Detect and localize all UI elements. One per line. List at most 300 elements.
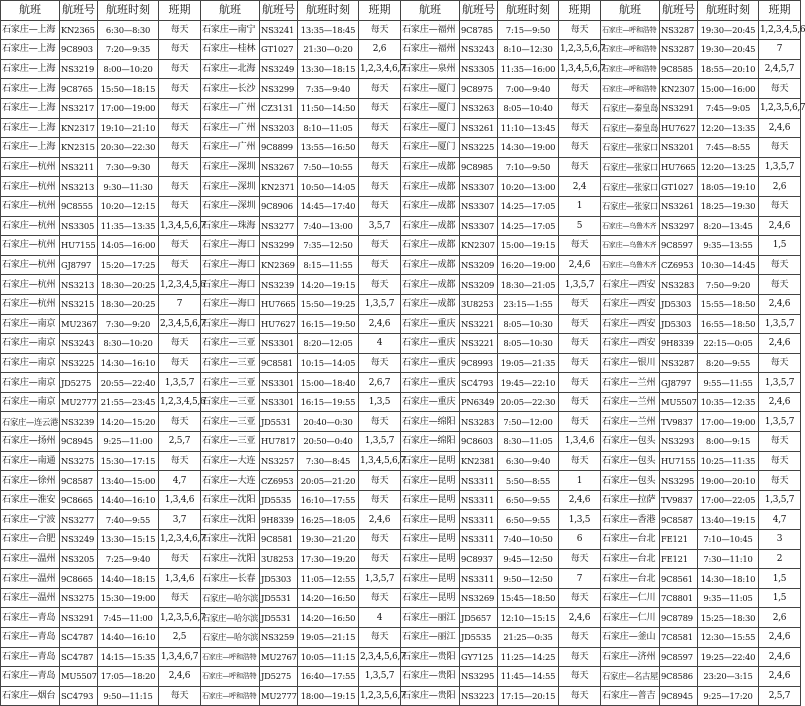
- flight-time-cell: 12:20—13:35: [698, 118, 759, 138]
- table-row: [201, 79, 401, 99]
- schedule-cell: 每天: [159, 98, 201, 118]
- flight-time-cell: 20:55—22:40: [98, 373, 159, 393]
- flight-time-cell: 11:25—14:25: [498, 647, 559, 667]
- route-cell: 石家庄—南宁: [201, 20, 260, 40]
- table-row: [401, 667, 601, 687]
- schedule-cell: 1,2,3,5,6,7: [759, 98, 801, 118]
- table-row: [201, 59, 401, 79]
- flight-time-cell: 14:45—17:40: [298, 196, 359, 216]
- route-cell: 石家庄—厦门: [401, 138, 460, 158]
- schedule-header: 班期: [559, 1, 601, 21]
- schedule-cell: 1,3,4,6: [159, 569, 201, 589]
- schedule-cell: 2,4,6: [559, 608, 601, 628]
- schedule-cell: 2,4,6: [359, 314, 401, 334]
- flight-number-cell: KN2381: [460, 451, 498, 471]
- schedule-cell: 每天: [359, 549, 401, 569]
- table-row: [201, 471, 401, 491]
- flight-time-cell: 8:30—11:05: [498, 432, 559, 452]
- route-cell: 石家庄—拉萨: [601, 490, 660, 510]
- flight-number-cell: HU7155: [60, 236, 98, 256]
- route-cell: 石家庄—成都: [401, 177, 460, 197]
- route-cell: 石家庄—广州: [201, 138, 260, 158]
- schedule-cell: 每天: [759, 255, 801, 275]
- schedule-cell: 每天: [559, 314, 601, 334]
- schedule-cell: 每天: [559, 353, 601, 373]
- flight-number-cell: 7C8801: [660, 588, 698, 608]
- schedule-cell: 2,6: [759, 608, 801, 628]
- flight-time-cell: 17:00—22:05: [698, 490, 759, 510]
- schedule-cell: 2: [759, 549, 801, 569]
- flight-time-cell: 17:00—19:00: [98, 98, 159, 118]
- flight-number-cell: 9H8339: [660, 334, 698, 354]
- schedule-cell: 1,3,5,7: [759, 412, 801, 432]
- flight-time-header: 航班时刻: [498, 1, 559, 21]
- table-row: [201, 490, 401, 510]
- route-cell: 石家庄—绵阳: [401, 412, 460, 432]
- table-row: [1, 667, 201, 687]
- flight-time-cell: 7:30—11:10: [698, 549, 759, 569]
- route-cell: 石家庄—杭州: [1, 275, 60, 295]
- schedule-cell: 每天: [359, 471, 401, 491]
- schedule-cell: 1,3,5,7: [359, 569, 401, 589]
- table-row: [401, 588, 601, 608]
- flight-number-cell: 9C8597: [660, 236, 698, 256]
- schedule-cell: 1,3,5,7: [359, 294, 401, 314]
- route-cell: 石家庄—杭州: [1, 157, 60, 177]
- route-cell: 石家庄—呼和浩特: [601, 59, 660, 79]
- route-cell: 石家庄—济州: [601, 647, 660, 667]
- route-cell: 石家庄—上海: [1, 98, 60, 118]
- table-row: [1, 40, 201, 60]
- schedule-cell: 每天: [759, 275, 801, 295]
- table-row: [201, 530, 401, 550]
- schedule-cell: 每天: [559, 667, 601, 687]
- table-row: [201, 196, 401, 216]
- flight-time-cell: 11:35—13:35: [98, 216, 159, 236]
- flight-number-cell: NS3249: [60, 530, 98, 550]
- flight-number-cell: 9C8586: [660, 667, 698, 687]
- table-row: [1, 177, 201, 197]
- table-row: [401, 628, 601, 648]
- flight-number-cell: NS3211: [60, 157, 98, 177]
- timetable: [400, 0, 606, 706]
- timetable-panel-2: [200, 0, 406, 702]
- flight-number-cell: MU5507: [60, 667, 98, 687]
- table-row: [1, 451, 201, 471]
- route-cell: 石家庄—昆明: [401, 549, 460, 569]
- table-row: [201, 177, 401, 197]
- flight-number-cell: JD5531: [260, 588, 298, 608]
- schedule-cell: 4,7: [759, 510, 801, 530]
- flight-time-cell: 7:40—10:50: [498, 530, 559, 550]
- table-row: [601, 20, 801, 40]
- schedule-cell: 每天: [559, 647, 601, 667]
- schedule-cell: 每天: [159, 236, 201, 256]
- flight-time-cell: 15:00—18:40: [298, 373, 359, 393]
- table-row: [401, 353, 601, 373]
- flight-time-cell: 19:05—21:35: [498, 353, 559, 373]
- flight-number-cell: HU7665: [260, 294, 298, 314]
- table-row: [401, 412, 601, 432]
- route-cell: 石家庄—秦皇岛: [601, 118, 660, 138]
- flight-time-cell: 9:25—17:20: [698, 686, 759, 706]
- schedule-cell: 2,3,4,5,6,7: [159, 314, 201, 334]
- route-cell: 石家庄—银川: [601, 353, 660, 373]
- flight-time-cell: 14:20—16:50: [298, 608, 359, 628]
- route-cell: 石家庄—秦皇岛: [601, 98, 660, 118]
- schedule-cell: 1,2,3,4,6,7: [359, 59, 401, 79]
- flight-time-cell: 7:45—9:05: [698, 98, 759, 118]
- flight-time-cell: 18:05—19:10: [698, 177, 759, 197]
- flight-time-cell: 20:05—21:20: [298, 471, 359, 491]
- schedule-cell: 每天: [159, 255, 201, 275]
- timetable-panel-1: [0, 0, 206, 702]
- table-row: [601, 294, 801, 314]
- schedule-cell: 每天: [359, 79, 401, 99]
- flight-time-cell: 17:00—19:00: [698, 412, 759, 432]
- flight-number-cell: NS3209: [460, 255, 498, 275]
- flight-time-cell: 14:25—17:05: [498, 196, 559, 216]
- flight-number-cell: TV9837: [660, 412, 698, 432]
- flight-time-cell: 14:20—19:15: [298, 275, 359, 295]
- route-cell: 石家庄—呼和浩特: [201, 647, 260, 667]
- table-row: [201, 294, 401, 314]
- flight-number-cell: NS3307: [460, 177, 498, 197]
- schedule-cell: 1,3,5: [359, 392, 401, 412]
- schedule-header: 班期: [159, 1, 201, 21]
- route-cell: 石家庄—杭州: [1, 196, 60, 216]
- timetable-panel-4: [600, 0, 805, 702]
- flight-number-header: 航班号: [60, 1, 98, 21]
- flight-time-cell: 8:10—11:05: [298, 118, 359, 138]
- flight-time-cell: 9:35—13:55: [698, 236, 759, 256]
- flight-time-cell: 14:30—18:10: [698, 569, 759, 589]
- schedule-cell: 每天: [359, 490, 401, 510]
- flight-number-cell: 9C8581: [260, 530, 298, 550]
- table-row: [601, 628, 801, 648]
- schedule-cell: 3: [759, 530, 801, 550]
- flight-time-cell: 7:50—10:55: [298, 157, 359, 177]
- flight-number-cell: NS3307: [460, 196, 498, 216]
- table-row: [1, 569, 201, 589]
- route-cell: 石家庄—重庆: [401, 373, 460, 393]
- schedule-cell: 1,3,5,7: [359, 432, 401, 452]
- schedule-cell: 每天: [359, 628, 401, 648]
- flight-number-cell: NS3295: [460, 667, 498, 687]
- flight-time-cell: 6:30—8:30: [98, 20, 159, 40]
- route-cell: 石家庄—泉州: [401, 59, 460, 79]
- flight-number-cell: NS3311: [460, 530, 498, 550]
- flight-time-cell: 21:55—23:45: [98, 392, 159, 412]
- table-row: [601, 334, 801, 354]
- flight-time-cell: 7:20—9:35: [98, 40, 159, 60]
- route-cell: 石家庄—重庆: [401, 334, 460, 354]
- schedule-header: 班期: [759, 1, 801, 21]
- table-row: [601, 275, 801, 295]
- table-row: [401, 471, 601, 491]
- flight-number-cell: NS3297: [660, 216, 698, 236]
- schedule-cell: 每天: [359, 275, 401, 295]
- schedule-cell: 1,2,3,4,5,6: [759, 20, 801, 40]
- table-row: [401, 138, 601, 158]
- table-row: [401, 177, 601, 197]
- schedule-cell: 每天: [159, 686, 201, 706]
- schedule-cell: 每天: [359, 412, 401, 432]
- flight-time-cell: 6:30—9:40: [498, 451, 559, 471]
- table-row: [201, 138, 401, 158]
- flight-number-cell: NS3283: [660, 275, 698, 295]
- schedule-cell: 每天: [559, 98, 601, 118]
- route-cell: 石家庄—张家口: [601, 138, 660, 158]
- schedule-cell: 3,7: [159, 510, 201, 530]
- schedule-cell: 每天: [159, 353, 201, 373]
- flight-number-cell: NS3205: [60, 549, 98, 569]
- table-row: [601, 118, 801, 138]
- route-cell: 石家庄—上海: [1, 20, 60, 40]
- route-cell: 石家庄—厦门: [401, 98, 460, 118]
- table-row: [1, 98, 201, 118]
- flight-number-cell: HU7155: [660, 451, 698, 471]
- route-cell: 石家庄—杭州: [1, 255, 60, 275]
- table-row: [201, 118, 401, 138]
- flight-time-cell: 20:30—22:30: [98, 138, 159, 158]
- table-row: [201, 40, 401, 60]
- route-cell: 石家庄—昆明: [401, 530, 460, 550]
- route-cell: 石家庄—哈尔滨: [201, 588, 260, 608]
- schedule-cell: 1,3,4,6: [159, 490, 201, 510]
- table-row: [1, 373, 201, 393]
- flight-number-cell: CZ6953: [660, 255, 698, 275]
- flight-number-cell: GY7125: [460, 647, 498, 667]
- route-cell: 石家庄—青岛: [1, 647, 60, 667]
- table-row: [601, 647, 801, 667]
- flight-time-cell: 14:20—16:50: [298, 588, 359, 608]
- route-cell: 石家庄—西安: [601, 294, 660, 314]
- schedule-cell: 7: [159, 294, 201, 314]
- table-row: [201, 157, 401, 177]
- schedule-cell: 每天: [759, 79, 801, 99]
- schedule-cell: 1,3,4,5,6,7: [359, 451, 401, 471]
- route-cell: 石家庄—沈阳: [201, 549, 260, 569]
- table-row: [1, 353, 201, 373]
- table-row: [201, 608, 401, 628]
- flight-number-cell: 9C8561: [660, 569, 698, 589]
- table-row: [401, 157, 601, 177]
- flight-number-cell: MU2777: [260, 686, 298, 706]
- route-header: 航班: [1, 1, 60, 21]
- schedule-cell: 4: [359, 334, 401, 354]
- route-cell: 石家庄—杭州: [1, 216, 60, 236]
- flight-number-cell: 7C8581: [660, 628, 698, 648]
- route-cell: 石家庄—三亚: [201, 392, 260, 412]
- flight-time-cell: 7:40—13:00: [298, 216, 359, 236]
- flight-time-cell: 8:10—12:30: [498, 40, 559, 60]
- table-row: [401, 392, 601, 412]
- route-cell: 石家庄—绵阳: [401, 432, 460, 452]
- schedule-cell: 4,7: [159, 471, 201, 491]
- flight-number-cell: NS3287: [660, 20, 698, 40]
- schedule-cell: 2,4,6: [759, 667, 801, 687]
- route-cell: 石家庄—连云港: [1, 412, 60, 432]
- schedule-cell: 2,6,7: [359, 373, 401, 393]
- route-cell: 石家庄—乌鲁木齐: [601, 216, 660, 236]
- flight-time-cell: 15:50—18:15: [98, 79, 159, 99]
- flight-number-cell: JD5303: [660, 294, 698, 314]
- table-row: [1, 196, 201, 216]
- table-row: [601, 79, 801, 99]
- table-row: [1, 216, 201, 236]
- flight-number-cell: TV9837: [660, 490, 698, 510]
- schedule-cell: 1,2,3,5,6,7: [559, 40, 601, 60]
- schedule-cell: 1,5: [759, 569, 801, 589]
- schedule-cell: 每天: [559, 686, 601, 706]
- flight-time-cell: 21:30—0:20: [298, 40, 359, 60]
- flight-time-cell: 17:30—19:20: [298, 549, 359, 569]
- schedule-cell: 每天: [559, 294, 601, 314]
- flight-number-cell: NS3263: [460, 98, 498, 118]
- flight-number-cell: NS3305: [460, 59, 498, 79]
- schedule-cell: 每天: [559, 549, 601, 569]
- timetable-panel-3: [400, 0, 606, 702]
- flight-time-cell: 20:50—0:40: [298, 432, 359, 452]
- flight-time-cell: 6:50—9:55: [498, 490, 559, 510]
- flight-number-cell: 9C8765: [60, 79, 98, 99]
- route-cell: 石家庄—上海: [1, 138, 60, 158]
- flight-time-cell: 19:30—20:45: [698, 20, 759, 40]
- route-cell: 石家庄—成都: [401, 294, 460, 314]
- flight-number-cell: 9C8975: [460, 79, 498, 99]
- flight-number-cell: KN2371: [260, 177, 298, 197]
- table-row: [601, 157, 801, 177]
- flight-time-cell: 15:50—19:25: [298, 294, 359, 314]
- table-row: [601, 353, 801, 373]
- table-row: [201, 236, 401, 256]
- flight-time-cell: 18:00—19:15: [298, 686, 359, 706]
- table-row: [201, 392, 401, 412]
- flight-time-cell: 13:30—18:15: [298, 59, 359, 79]
- route-cell: 石家庄—海口: [201, 236, 260, 256]
- schedule-cell: 每天: [559, 392, 601, 412]
- table-row: [401, 20, 601, 40]
- table-row: [601, 569, 801, 589]
- flight-number-cell: FE121: [660, 530, 698, 550]
- flight-time-cell: 11:50—14:50: [298, 98, 359, 118]
- flight-time-cell: 10:50—14:05: [298, 177, 359, 197]
- flight-time-cell: 13:35—18:45: [298, 20, 359, 40]
- flight-number-cell: JD5535: [460, 628, 498, 648]
- schedule-cell: 1,3,5: [559, 510, 601, 530]
- route-cell: 石家庄—温州: [1, 569, 60, 589]
- route-cell: 石家庄—呼和浩特: [601, 40, 660, 60]
- table-row: [1, 628, 201, 648]
- flight-time-cell: 21:25—0:35: [498, 628, 559, 648]
- flight-time-cell: 15:00—19:15: [498, 236, 559, 256]
- schedule-cell: 每天: [359, 177, 401, 197]
- flight-number-cell: 9C8585: [660, 59, 698, 79]
- table-row: [401, 40, 601, 60]
- schedule-cell: 5: [559, 216, 601, 236]
- flight-number-cell: 3U8253: [260, 549, 298, 569]
- route-cell: 石家庄—温州: [1, 588, 60, 608]
- table-row: [201, 216, 401, 236]
- schedule-cell: 每天: [159, 118, 201, 138]
- route-cell: 石家庄—昆明: [401, 510, 460, 530]
- flight-time-cell: 18:55—20:10: [698, 59, 759, 79]
- table-row: [601, 451, 801, 471]
- schedule-cell: 每天: [759, 138, 801, 158]
- schedule-cell: 1,2,3,4,5,6: [159, 392, 201, 412]
- schedule-cell: 每天: [159, 549, 201, 569]
- table-row: [201, 667, 401, 687]
- route-cell: 石家庄—厦门: [401, 118, 460, 138]
- table-row: [201, 373, 401, 393]
- schedule-cell: 每天: [159, 588, 201, 608]
- flight-number-cell: NS3259: [260, 628, 298, 648]
- flight-time-cell: 18:30—20:25: [98, 294, 159, 314]
- flight-time-cell: 8:00—10:20: [98, 59, 159, 79]
- route-cell: 石家庄—西安: [601, 334, 660, 354]
- schedule-cell: 每天: [159, 412, 201, 432]
- route-cell: 石家庄—宁波: [1, 510, 60, 530]
- flight-time-cell: 15:20—17:25: [98, 255, 159, 275]
- table-row: [1, 412, 201, 432]
- flight-time-cell: 9:55—11:55: [698, 373, 759, 393]
- schedule-cell: 每天: [159, 334, 201, 354]
- schedule-cell: 1,3,5,7: [759, 314, 801, 334]
- route-cell: 石家庄—三亚: [201, 432, 260, 452]
- flight-time-cell: 11:45—14:55: [498, 667, 559, 687]
- flight-number-cell: NS3209: [460, 275, 498, 295]
- flight-number-cell: 9H8339: [260, 510, 298, 530]
- route-cell: 石家庄—成都: [401, 255, 460, 275]
- flight-time-cell: 16:15—19:50: [298, 314, 359, 334]
- table-row: [601, 59, 801, 79]
- route-cell: 石家庄—兰州: [601, 412, 660, 432]
- header-row: [601, 1, 801, 21]
- schedule-cell: 2,4,6: [359, 510, 401, 530]
- flight-number-cell: GT1027: [660, 177, 698, 197]
- table-row: [601, 373, 801, 393]
- schedule-cell: 2,4,6: [759, 118, 801, 138]
- schedule-cell: 2,5,7: [759, 686, 801, 706]
- route-cell: 石家庄—西安: [601, 275, 660, 295]
- flight-number-cell: NS3221: [460, 314, 498, 334]
- table-row: [201, 314, 401, 334]
- table-row: [201, 647, 401, 667]
- flight-time-cell: 8:15—11:55: [298, 255, 359, 275]
- schedule-cell: 3,5,7: [359, 216, 401, 236]
- table-row: [401, 510, 601, 530]
- flight-number-cell: NS3277: [60, 510, 98, 530]
- flight-number-cell: PN6349: [460, 392, 498, 412]
- table-row: [601, 138, 801, 158]
- route-cell: 石家庄—杭州: [1, 177, 60, 197]
- flight-number-cell: 9C8587: [660, 510, 698, 530]
- flight-number-cell: NS3275: [60, 588, 98, 608]
- route-cell: 石家庄—包头: [601, 432, 660, 452]
- route-cell: 石家庄—三亚: [201, 353, 260, 373]
- flight-number-cell: JD5531: [260, 608, 298, 628]
- header-row: [201, 1, 401, 21]
- flight-number-cell: NS3261: [460, 118, 498, 138]
- table-row: [601, 471, 801, 491]
- table-row: [1, 314, 201, 334]
- route-cell: 石家庄—海口: [201, 275, 260, 295]
- flight-time-header: 航班时刻: [98, 1, 159, 21]
- table-row: [1, 138, 201, 158]
- flight-number-cell: GJ8797: [60, 255, 98, 275]
- flight-time-cell: 19:10—21:10: [98, 118, 159, 138]
